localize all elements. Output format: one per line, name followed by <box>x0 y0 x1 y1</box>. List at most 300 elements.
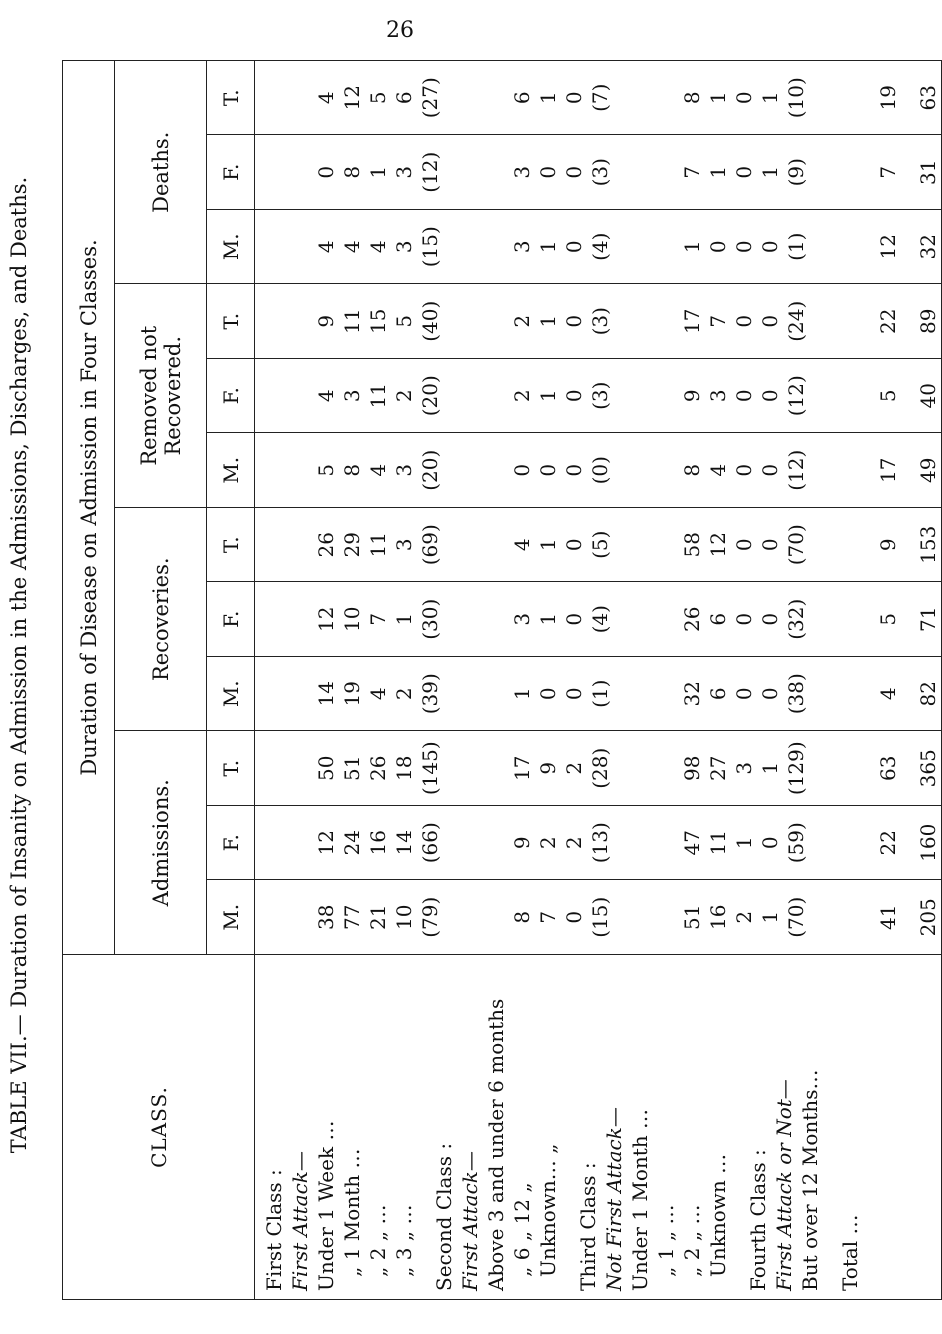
spacer <box>627 61 653 135</box>
table-value: (70) <box>784 896 808 938</box>
table-value: (12) <box>784 375 808 417</box>
class-subtitle: First Attack— <box>288 1151 312 1291</box>
class-period: „ 1 Month … <box>340 1148 364 1277</box>
table-value: (20) <box>418 449 442 491</box>
table-value: 0 <box>562 165 586 179</box>
table-value: 3 <box>392 240 416 254</box>
spacer <box>823 61 849 135</box>
table-value: (0) <box>588 456 612 485</box>
table-value: 9 <box>510 836 534 850</box>
spacer <box>261 210 287 284</box>
spacer <box>849 136 875 210</box>
spacer <box>613 657 627 731</box>
table-value: (79) <box>418 896 442 938</box>
value-column <box>255 359 942 434</box>
table-value: 0 <box>758 538 782 552</box>
spacer <box>613 434 627 508</box>
table-value: (5) <box>588 530 612 559</box>
class-block <box>745 955 823 1291</box>
sex-header: T. <box>207 508 255 583</box>
table-value: 11 <box>366 532 390 558</box>
spacer <box>261 285 287 359</box>
spacer <box>483 434 509 508</box>
class-block <box>261 955 417 1291</box>
column-total: 49 <box>916 457 940 483</box>
spacer <box>823 136 849 210</box>
spacer <box>653 359 679 433</box>
spacer <box>443 806 457 880</box>
table-value: 0 <box>562 538 586 552</box>
table-value: 16 <box>366 830 390 856</box>
table-value: 9 <box>536 761 560 775</box>
spacer <box>809 657 823 731</box>
spacer <box>287 285 313 359</box>
table-value: (70) <box>784 524 808 566</box>
sex-header: M. <box>207 210 255 285</box>
table-value: (3) <box>588 381 612 410</box>
table-value: 1 <box>680 240 704 254</box>
table-value: 19 <box>876 85 900 111</box>
spacer <box>901 136 915 210</box>
table-value: 7 <box>876 165 900 179</box>
table-value: 9 <box>680 389 704 403</box>
spacer <box>443 136 457 210</box>
spacer <box>809 136 823 210</box>
table-value: 14 <box>392 830 416 856</box>
table-value: (4) <box>588 232 612 261</box>
sex-header: F. <box>207 135 255 210</box>
class-header: CLASS. <box>63 955 255 1300</box>
table-title-text: TABLE VII.— Duration of Insanity on Admission in the Admissions, Discharges, and Deaths. <box>7 176 31 1154</box>
class-block <box>575 955 731 1291</box>
table-value: 5 <box>366 91 390 105</box>
table-value: 38 <box>314 904 338 930</box>
spacer <box>901 583 915 657</box>
table-value: 1 <box>758 91 782 105</box>
spacer <box>627 210 653 284</box>
spacer <box>287 210 313 284</box>
spacer <box>613 136 627 210</box>
table-value: (32) <box>784 598 808 640</box>
table-value: 3 <box>510 240 534 254</box>
table-value: 1 <box>536 538 560 552</box>
table-value: 11 <box>706 830 730 856</box>
sex-header: M. <box>207 657 255 732</box>
spacer <box>849 657 875 731</box>
spacer <box>809 732 823 806</box>
spacer <box>457 657 483 731</box>
spacer <box>443 61 457 135</box>
super-header: Duration of Disease on Admission in Four Classes. <box>63 61 115 955</box>
spacer <box>627 434 653 508</box>
group-header: Removed not Recovered. <box>115 284 207 508</box>
value-column <box>255 61 942 136</box>
column-total: 160 <box>916 823 940 862</box>
table-value: 3 <box>392 165 416 179</box>
spacer <box>627 136 653 210</box>
table-value: 4 <box>366 240 390 254</box>
spacer <box>823 583 849 657</box>
table-value: (59) <box>784 822 808 864</box>
table-value: 14 <box>314 681 338 707</box>
class-subtitle: Not First Attack— <box>602 1107 626 1291</box>
class-subtitle: First Attack or Not— <box>772 1079 796 1291</box>
value-column <box>255 657 942 732</box>
spacer <box>849 285 875 359</box>
table-value: 18 <box>392 755 416 781</box>
table-value: 8 <box>680 463 704 477</box>
table-value: 0 <box>758 687 782 701</box>
class-title: Second Class : <box>432 1142 456 1291</box>
spacer <box>457 583 483 657</box>
table-value: 6 <box>392 91 416 105</box>
table-value: 0 <box>732 687 756 701</box>
table-value: 1 <box>536 91 560 105</box>
spacer <box>627 806 653 880</box>
column-total: 153 <box>916 525 940 564</box>
table-value: 0 <box>732 314 756 328</box>
spacer <box>627 881 653 955</box>
table-value: (3) <box>588 307 612 336</box>
sex-header: T. <box>207 61 255 136</box>
spacer <box>457 434 483 508</box>
column-total: 63 <box>916 85 940 111</box>
table-value: 8 <box>680 91 704 105</box>
spacer <box>261 881 287 955</box>
value-column <box>255 433 942 508</box>
spacer <box>823 881 849 955</box>
table-value: 1 <box>758 910 782 924</box>
table-value: 7 <box>536 910 560 924</box>
table-value: 0 <box>732 165 756 179</box>
value-column <box>255 731 942 806</box>
spacer <box>809 434 823 508</box>
table-value: 1 <box>536 240 560 254</box>
spacer <box>653 732 679 806</box>
spacer <box>613 285 627 359</box>
table-value: 0 <box>758 389 782 403</box>
table-value: 4 <box>366 463 390 477</box>
column-total: 71 <box>916 606 940 632</box>
spacer <box>287 434 313 508</box>
spacer <box>457 210 483 284</box>
spacer <box>627 285 653 359</box>
table-value: (145) <box>418 741 442 796</box>
spacer <box>443 508 457 582</box>
table-value: 0 <box>562 240 586 254</box>
sex-header: F. <box>207 806 255 881</box>
table-value: 21 <box>366 904 390 930</box>
class-period: Unknown … <box>706 1153 730 1277</box>
data-row <box>255 61 942 1300</box>
table-value: (15) <box>418 226 442 268</box>
sex-header: F. <box>207 359 255 434</box>
table-value: 0 <box>732 612 756 626</box>
spacer <box>823 359 849 433</box>
table-value: 1 <box>536 612 560 626</box>
table-value: 1 <box>706 165 730 179</box>
spacer <box>483 136 509 210</box>
spacer <box>287 657 313 731</box>
spacer <box>653 434 679 508</box>
spacer <box>457 732 483 806</box>
spacer <box>901 732 915 806</box>
spacer <box>261 806 287 880</box>
class-period: Under 1 Week … <box>314 1120 338 1291</box>
spacer <box>653 61 679 135</box>
spacer <box>823 806 849 880</box>
table-value: 2 <box>392 687 416 701</box>
table-value: 10 <box>392 904 416 930</box>
table-value: 8 <box>340 463 364 477</box>
spacer <box>613 806 627 880</box>
table-value: 4 <box>876 687 900 701</box>
table-value: (3) <box>588 158 612 187</box>
spacer <box>849 806 875 880</box>
spacer <box>443 210 457 284</box>
spacer <box>627 508 653 582</box>
table-value: 26 <box>366 755 390 781</box>
table-value: 22 <box>876 830 900 856</box>
table-value: 10 <box>340 606 364 632</box>
table-value: 1 <box>536 314 560 328</box>
spacer <box>483 583 509 657</box>
table-value: 0 <box>732 538 756 552</box>
table-value: 11 <box>340 308 364 334</box>
spacer <box>849 434 875 508</box>
table-value: 58 <box>680 532 704 558</box>
table-value: 29 <box>340 532 364 558</box>
table-value: 6 <box>510 91 534 105</box>
table-value: 0 <box>536 687 560 701</box>
table-value: 2 <box>536 836 560 850</box>
spacer <box>823 732 849 806</box>
spacer <box>261 657 287 731</box>
table-value: 27 <box>706 755 730 781</box>
table-value: 12 <box>876 234 900 260</box>
spacer <box>613 508 627 582</box>
spacer <box>483 806 509 880</box>
table-value: (129) <box>784 741 808 796</box>
table-value: 8 <box>510 910 534 924</box>
table-value: 0 <box>758 240 782 254</box>
table-value: 7 <box>706 314 730 328</box>
class-title: First Class : <box>262 1169 286 1291</box>
sex-header: T. <box>207 284 255 359</box>
table-value: (12) <box>418 151 442 193</box>
table-value: 1 <box>536 389 560 403</box>
spacer <box>653 285 679 359</box>
spacer <box>483 285 509 359</box>
spacer <box>849 732 875 806</box>
spacer <box>901 359 915 433</box>
spacer <box>627 583 653 657</box>
spacer <box>457 881 483 955</box>
value-column <box>255 284 942 359</box>
spacer <box>809 881 823 955</box>
table-value: 5 <box>314 463 338 477</box>
spacer <box>443 881 457 955</box>
class-period: „ 1 „ … <box>654 1204 678 1277</box>
table-value: (12) <box>784 449 808 491</box>
spacer <box>809 61 823 135</box>
table-value: 0 <box>510 463 534 477</box>
spacer <box>483 508 509 582</box>
spacer <box>849 359 875 433</box>
table-value: 0 <box>562 91 586 105</box>
table-value: 4 <box>314 389 338 403</box>
spacer <box>653 806 679 880</box>
table-value: (9) <box>784 158 808 187</box>
table-value: 0 <box>732 389 756 403</box>
column-total: 89 <box>916 308 940 334</box>
value-column <box>255 582 942 657</box>
spacer <box>901 210 915 284</box>
spacer <box>261 434 287 508</box>
spacer <box>809 359 823 433</box>
spacer <box>457 508 483 582</box>
spacer <box>287 583 313 657</box>
class-title: Fourth Class : <box>746 1149 770 1291</box>
table-value: 77 <box>340 904 364 930</box>
spacer <box>901 434 915 508</box>
spacer <box>287 806 313 880</box>
spacer <box>901 61 915 135</box>
table-value: 3 <box>392 463 416 477</box>
table-value: 0 <box>562 910 586 924</box>
table-value: 2 <box>562 836 586 850</box>
spacer <box>627 359 653 433</box>
class-descriptions <box>255 955 942 1300</box>
spacer <box>901 285 915 359</box>
spacer <box>457 359 483 433</box>
spacer <box>443 359 457 433</box>
table-value: 4 <box>314 240 338 254</box>
table-value: 9 <box>876 538 900 552</box>
spacer <box>287 732 313 806</box>
spacer <box>809 508 823 582</box>
table-value: 0 <box>706 240 730 254</box>
spacer <box>613 359 627 433</box>
column-total: 82 <box>916 681 940 707</box>
sex-header: M. <box>207 433 255 508</box>
table-value: 1 <box>366 165 390 179</box>
table-value: 17 <box>510 755 534 781</box>
class-period: Under 1 Month … <box>628 1108 652 1291</box>
spacer <box>287 881 313 955</box>
spacer <box>849 583 875 657</box>
table-value: 19 <box>340 681 364 707</box>
table-value: 3 <box>392 538 416 552</box>
spacer <box>457 806 483 880</box>
table-value: 0 <box>562 314 586 328</box>
table-value: (10) <box>784 77 808 119</box>
table-value: 51 <box>340 755 364 781</box>
table-value: 7 <box>366 612 390 626</box>
table-value: 41 <box>876 904 900 930</box>
table-value: (7) <box>588 83 612 112</box>
spacer <box>809 583 823 657</box>
table-value: 0 <box>758 836 782 850</box>
group-header: Admissions. <box>115 731 207 955</box>
table-value: (69) <box>418 524 442 566</box>
table-value: 1 <box>392 612 416 626</box>
table-value: 22 <box>876 308 900 334</box>
spacer <box>901 806 915 880</box>
table-value: 4 <box>366 687 390 701</box>
column-total: 32 <box>916 234 940 260</box>
sex-header: M. <box>207 880 255 955</box>
class-period: „ 3 „ … <box>392 1204 416 1277</box>
table-value: 0 <box>562 687 586 701</box>
spacer <box>653 136 679 210</box>
table-value: 0 <box>758 314 782 328</box>
spacer <box>809 806 823 880</box>
spacer <box>823 210 849 284</box>
table-value: 12 <box>706 532 730 558</box>
table-value: 0 <box>562 612 586 626</box>
table-value: 2 <box>562 761 586 775</box>
class-period: But over 12 Months… <box>798 1069 822 1291</box>
table-value: (20) <box>418 375 442 417</box>
table-value: 11 <box>366 383 390 409</box>
spacer <box>457 285 483 359</box>
table-value: 12 <box>340 85 364 111</box>
spacer <box>653 508 679 582</box>
value-column <box>255 210 942 285</box>
table-value: 15 <box>366 308 390 334</box>
statistics-table <box>62 60 942 1300</box>
table-value: 47 <box>680 830 704 856</box>
column-total: 205 <box>916 898 940 937</box>
table-value: 4 <box>706 463 730 477</box>
spacer <box>849 210 875 284</box>
spacer <box>823 434 849 508</box>
table-value: 1 <box>732 836 756 850</box>
table-value: 26 <box>314 532 338 558</box>
table-value: 8 <box>340 165 364 179</box>
table-value: 6 <box>706 687 730 701</box>
spacer <box>443 732 457 806</box>
table-value: 0 <box>758 463 782 477</box>
spacer <box>613 61 627 135</box>
value-column <box>255 806 942 881</box>
spacer <box>901 657 915 731</box>
spacer <box>653 583 679 657</box>
table-value: 3 <box>340 389 364 403</box>
table-value: 3 <box>510 165 534 179</box>
table-value: 1 <box>510 687 534 701</box>
spacer <box>483 732 509 806</box>
table-value: 5 <box>876 612 900 626</box>
table-value: (66) <box>418 822 442 864</box>
spacer <box>901 508 915 582</box>
column-total: 40 <box>916 383 940 409</box>
class-period: „ 6 „ 12 „ <box>510 1182 534 1277</box>
table-value: 0 <box>536 463 560 477</box>
spacer <box>809 285 823 359</box>
table-value: (38) <box>784 673 808 715</box>
spacer <box>849 508 875 582</box>
class-period: „ 2 „ … <box>366 1204 390 1277</box>
table-title <box>2 70 36 1260</box>
table-value: 1 <box>706 91 730 105</box>
spacer <box>823 285 849 359</box>
table-value: 16 <box>706 904 730 930</box>
total-label: Total … <box>838 1214 862 1291</box>
table-value: 17 <box>680 308 704 334</box>
spacer <box>613 210 627 284</box>
